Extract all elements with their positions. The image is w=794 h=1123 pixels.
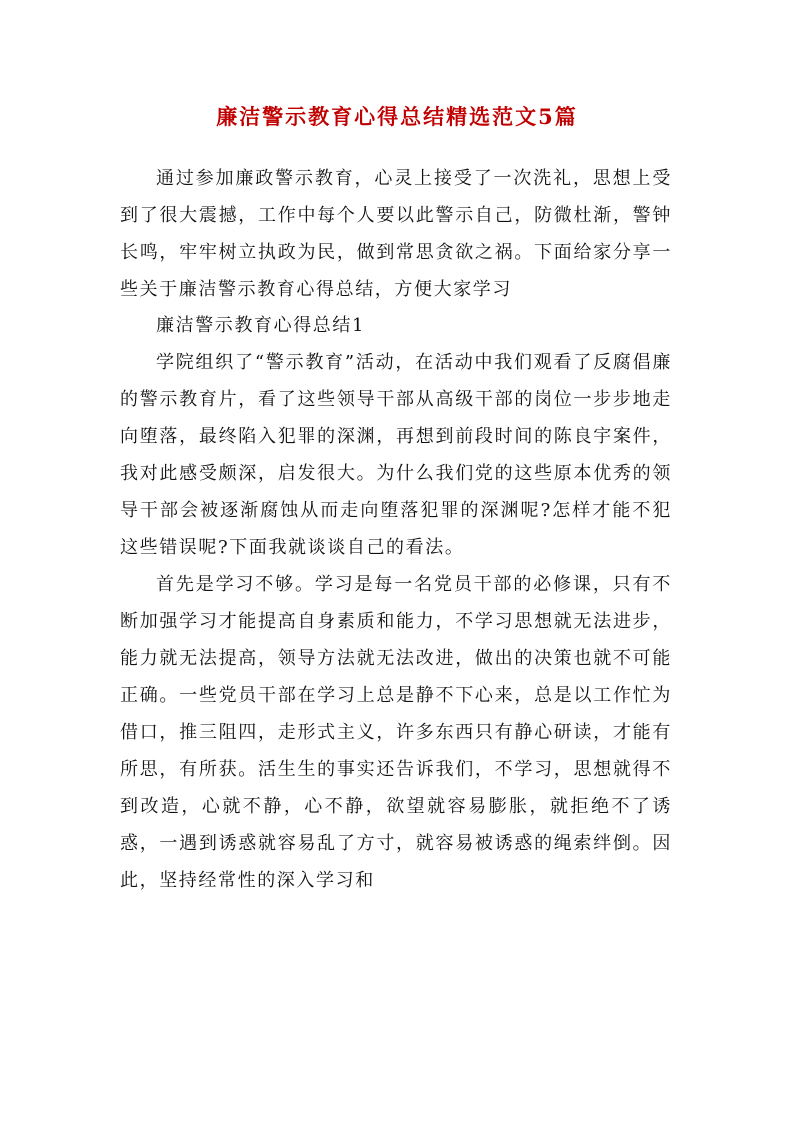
- body-paragraph: 学院组织了“警示教育”活动，在活动中我们观看了反腐倡廉的警示教育片，看了这些领导干部从高级干部的岗位一步步地走向堕落，最终陷入犯罪的深渊，再想到前段时间的陈良宇案件，我对此感受颇深，启发很大。为什么我们党的这些原本优秀的领导干部会被逐渐腐蚀从而走向堕落犯罪的深渊呢?怎样才能不犯这些错误呢?下面我就谈谈自己的看法。: [120, 352, 672, 558]
- body-paragraph: 首先是学习不够。学习是每一名党员干部的必修课，只有不断加强学习才能提高自身素质和能力，不学习思想就无法进步，能力就无法提高，领导方法就无法改进，做出的决策也就不可能正确。一些党员干部在学习上总是静不下心来，总是以工作忙为借口，推三阻四，走形式主义，许多东西只有静心研读，才能有所思，有所获。活生生的事实还告诉我们，不学习，思想就得不到改造，心就不静，心不静，欲望就容易膨胀，就拒绝不了诱惑，一遇到诱惑就容易乱了方寸，就容易被诱惑的绳索绊倒。因此，坚持经常性的深入学习和: [120, 574, 672, 891]
- section-heading: 廉洁警示教育心得总结1: [156, 315, 366, 336]
- document-title: 廉洁警示教育心得总结精选范文5篇: [216, 104, 578, 129]
- document-body: [120, 160, 672, 899]
- intro-paragraph: 通过参加廉政警示教育，心灵上接受了一次洗礼，思想上受到了很大震撼，工作中每个人要以此警示自己，防微杜渐，警钟长鸣，牢牢树立执政为民，做到常思贪欲之祸。下面给家分享一些关于廉洁警示教育心得总结，方便大家学习: [120, 168, 672, 300]
